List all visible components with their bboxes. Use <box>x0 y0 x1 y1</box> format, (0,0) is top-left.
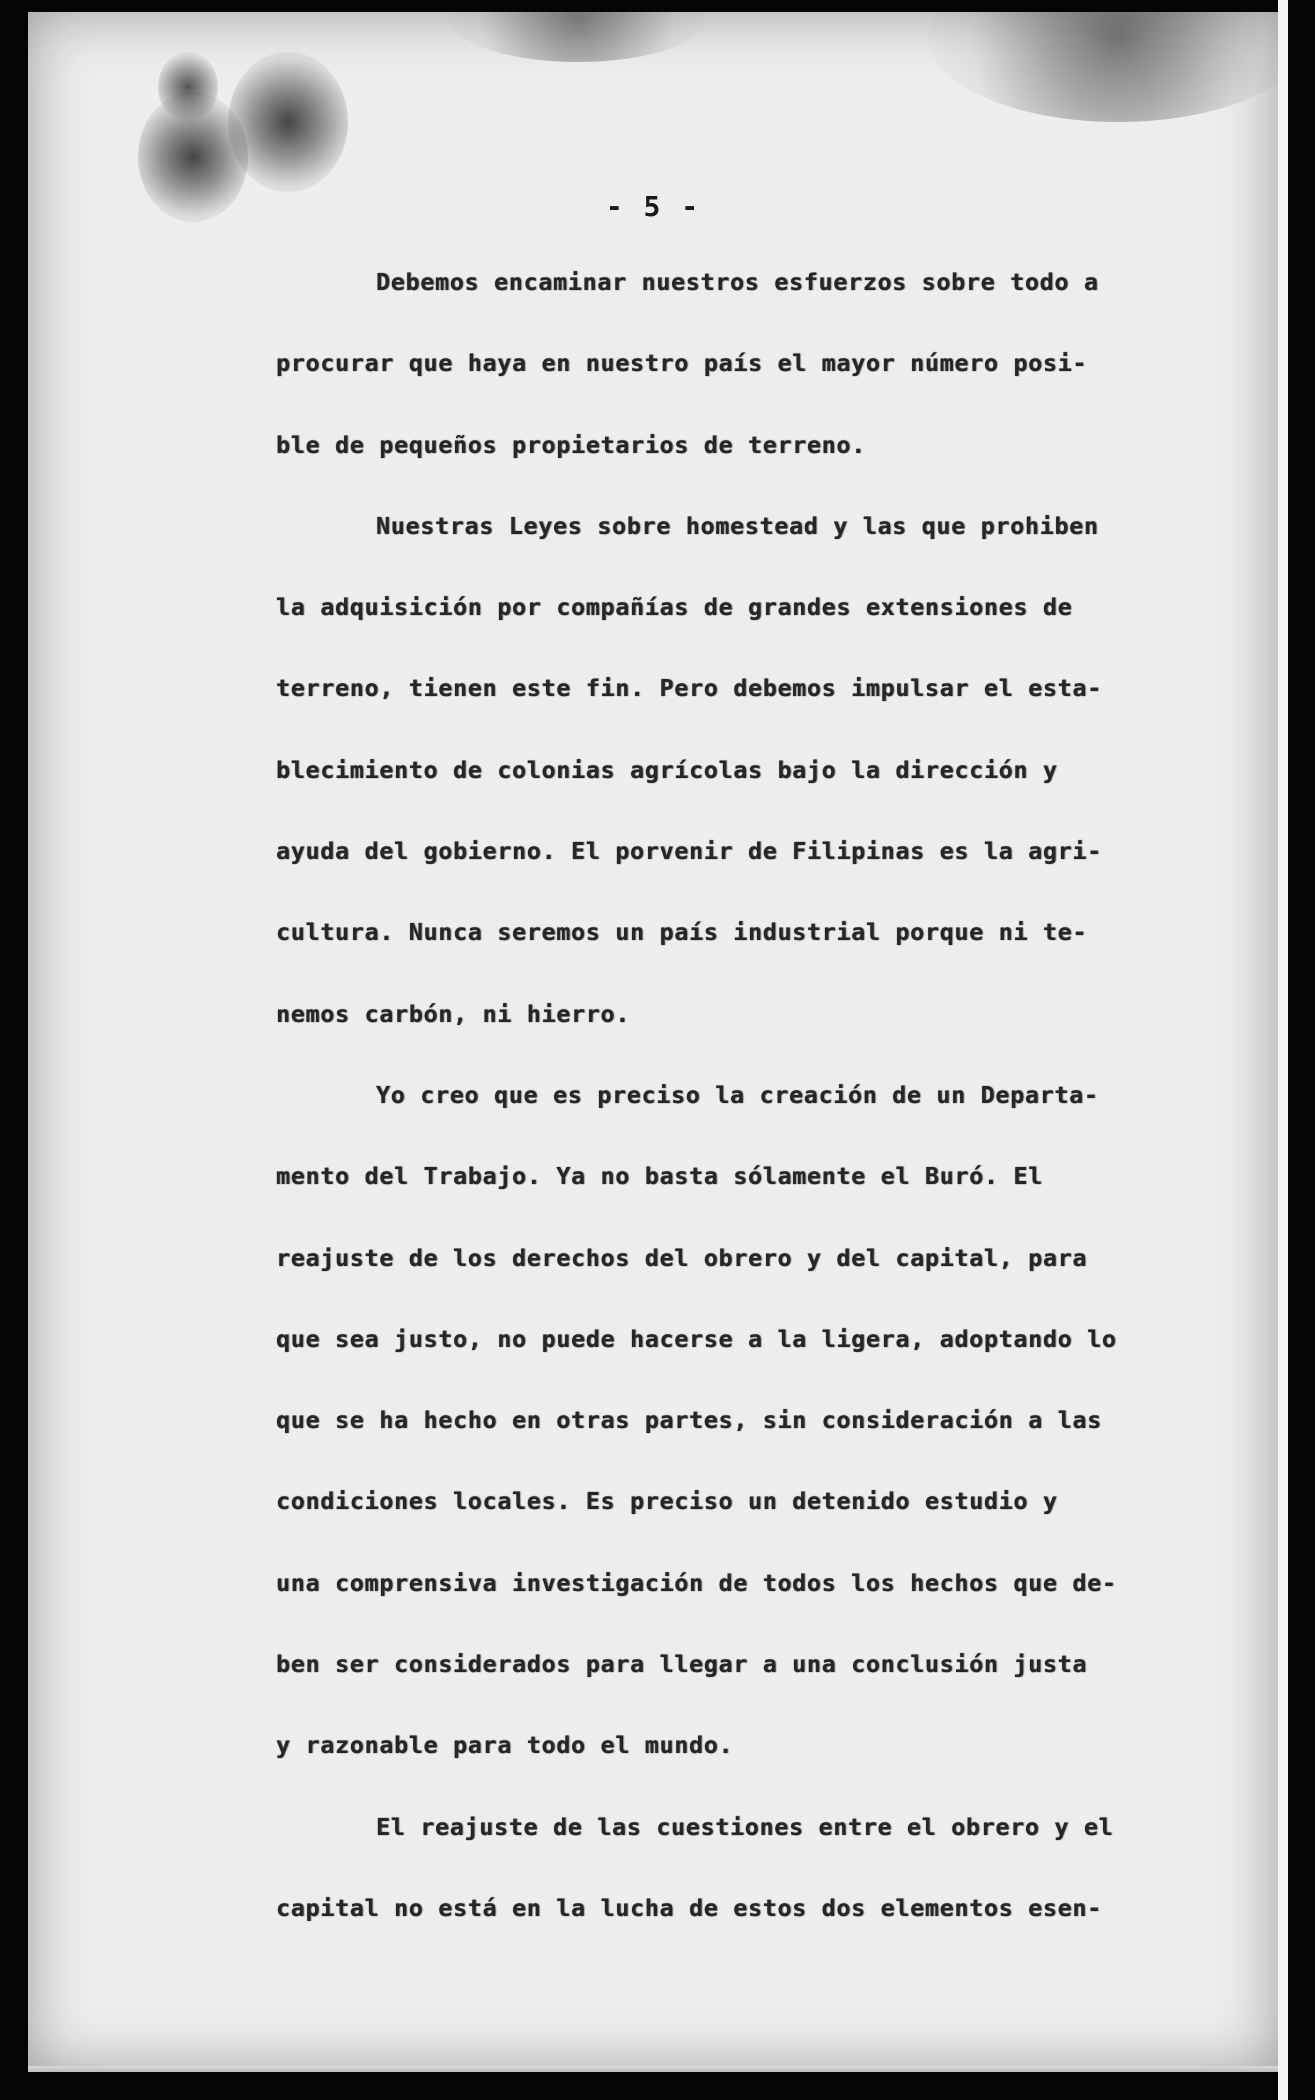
body-text <box>276 252 1206 1959</box>
text-line: una comprensiva investigación de todos los hechos que de- <box>276 1568 1117 1597</box>
text-line: capital no está en la lucha de estos dos elementos esen- <box>276 1893 1102 1922</box>
ink-smudge <box>448 12 708 62</box>
text-line: mento del Trabajo. Ya no basta sólamente el Buró. El <box>276 1162 1043 1191</box>
text-line: El reajuste de las cuestiones entre el obrero y el <box>376 1812 1114 1841</box>
text-line: ben ser considerados para llegar a una conclusión justa <box>276 1650 1088 1679</box>
text-line: terreno, tienen este fin. Pero debemos impulsar el esta- <box>276 674 1102 703</box>
paragraph <box>276 1065 1206 1797</box>
text-line: que sea justo, no puede hacerse a la ligera, adoptando lo <box>276 1324 1117 1353</box>
paragraph <box>276 252 1206 496</box>
paragraph <box>276 1797 1206 1960</box>
ink-smudge <box>158 52 218 122</box>
page-number: - 5 - <box>605 190 701 223</box>
ink-smudge <box>928 12 1278 122</box>
text-line: Debemos encaminar nuestros esfuerzos sobre todo a <box>376 268 1099 296</box>
text-line: que se ha hecho en otras partes, sin consideración a las <box>276 1406 1102 1435</box>
text-line: condiciones locales. Es preciso un detenido estudio y <box>276 1487 1058 1516</box>
text-line: ayuda del gobierno. El porvenir de Filipinas es la agri- <box>276 837 1102 866</box>
paragraph <box>276 496 1206 1065</box>
document-page <box>28 12 1278 2072</box>
text-line: nemos carbón, ni hierro. <box>276 999 630 1028</box>
text-line: Nuestras Leyes sobre homestead y las que prohiben <box>376 511 1099 540</box>
text-line: y razonable para todo el mundo. <box>276 1731 734 1760</box>
text-line: procurar que haya en nuestro país el mayor número posi- <box>276 349 1088 378</box>
text-line: la adquisición por compañías de grandes extensiones de <box>276 593 1073 622</box>
text-line: reajuste de los derechos del obrero y del capital, para <box>276 1243 1088 1272</box>
text-line: Yo creo que es preciso la creación de un Departa- <box>376 1080 1099 1109</box>
text-line: blecimiento de colonias agrícolas bajo la dirección y <box>276 755 1058 784</box>
text-line: ble de pequeños propietarios de terreno. <box>276 430 866 459</box>
text-line: cultura. Nunca seremos un país industrial porque ni te- <box>276 918 1088 947</box>
page-edge-strip <box>1278 0 1288 2100</box>
ink-smudge <box>228 52 348 192</box>
